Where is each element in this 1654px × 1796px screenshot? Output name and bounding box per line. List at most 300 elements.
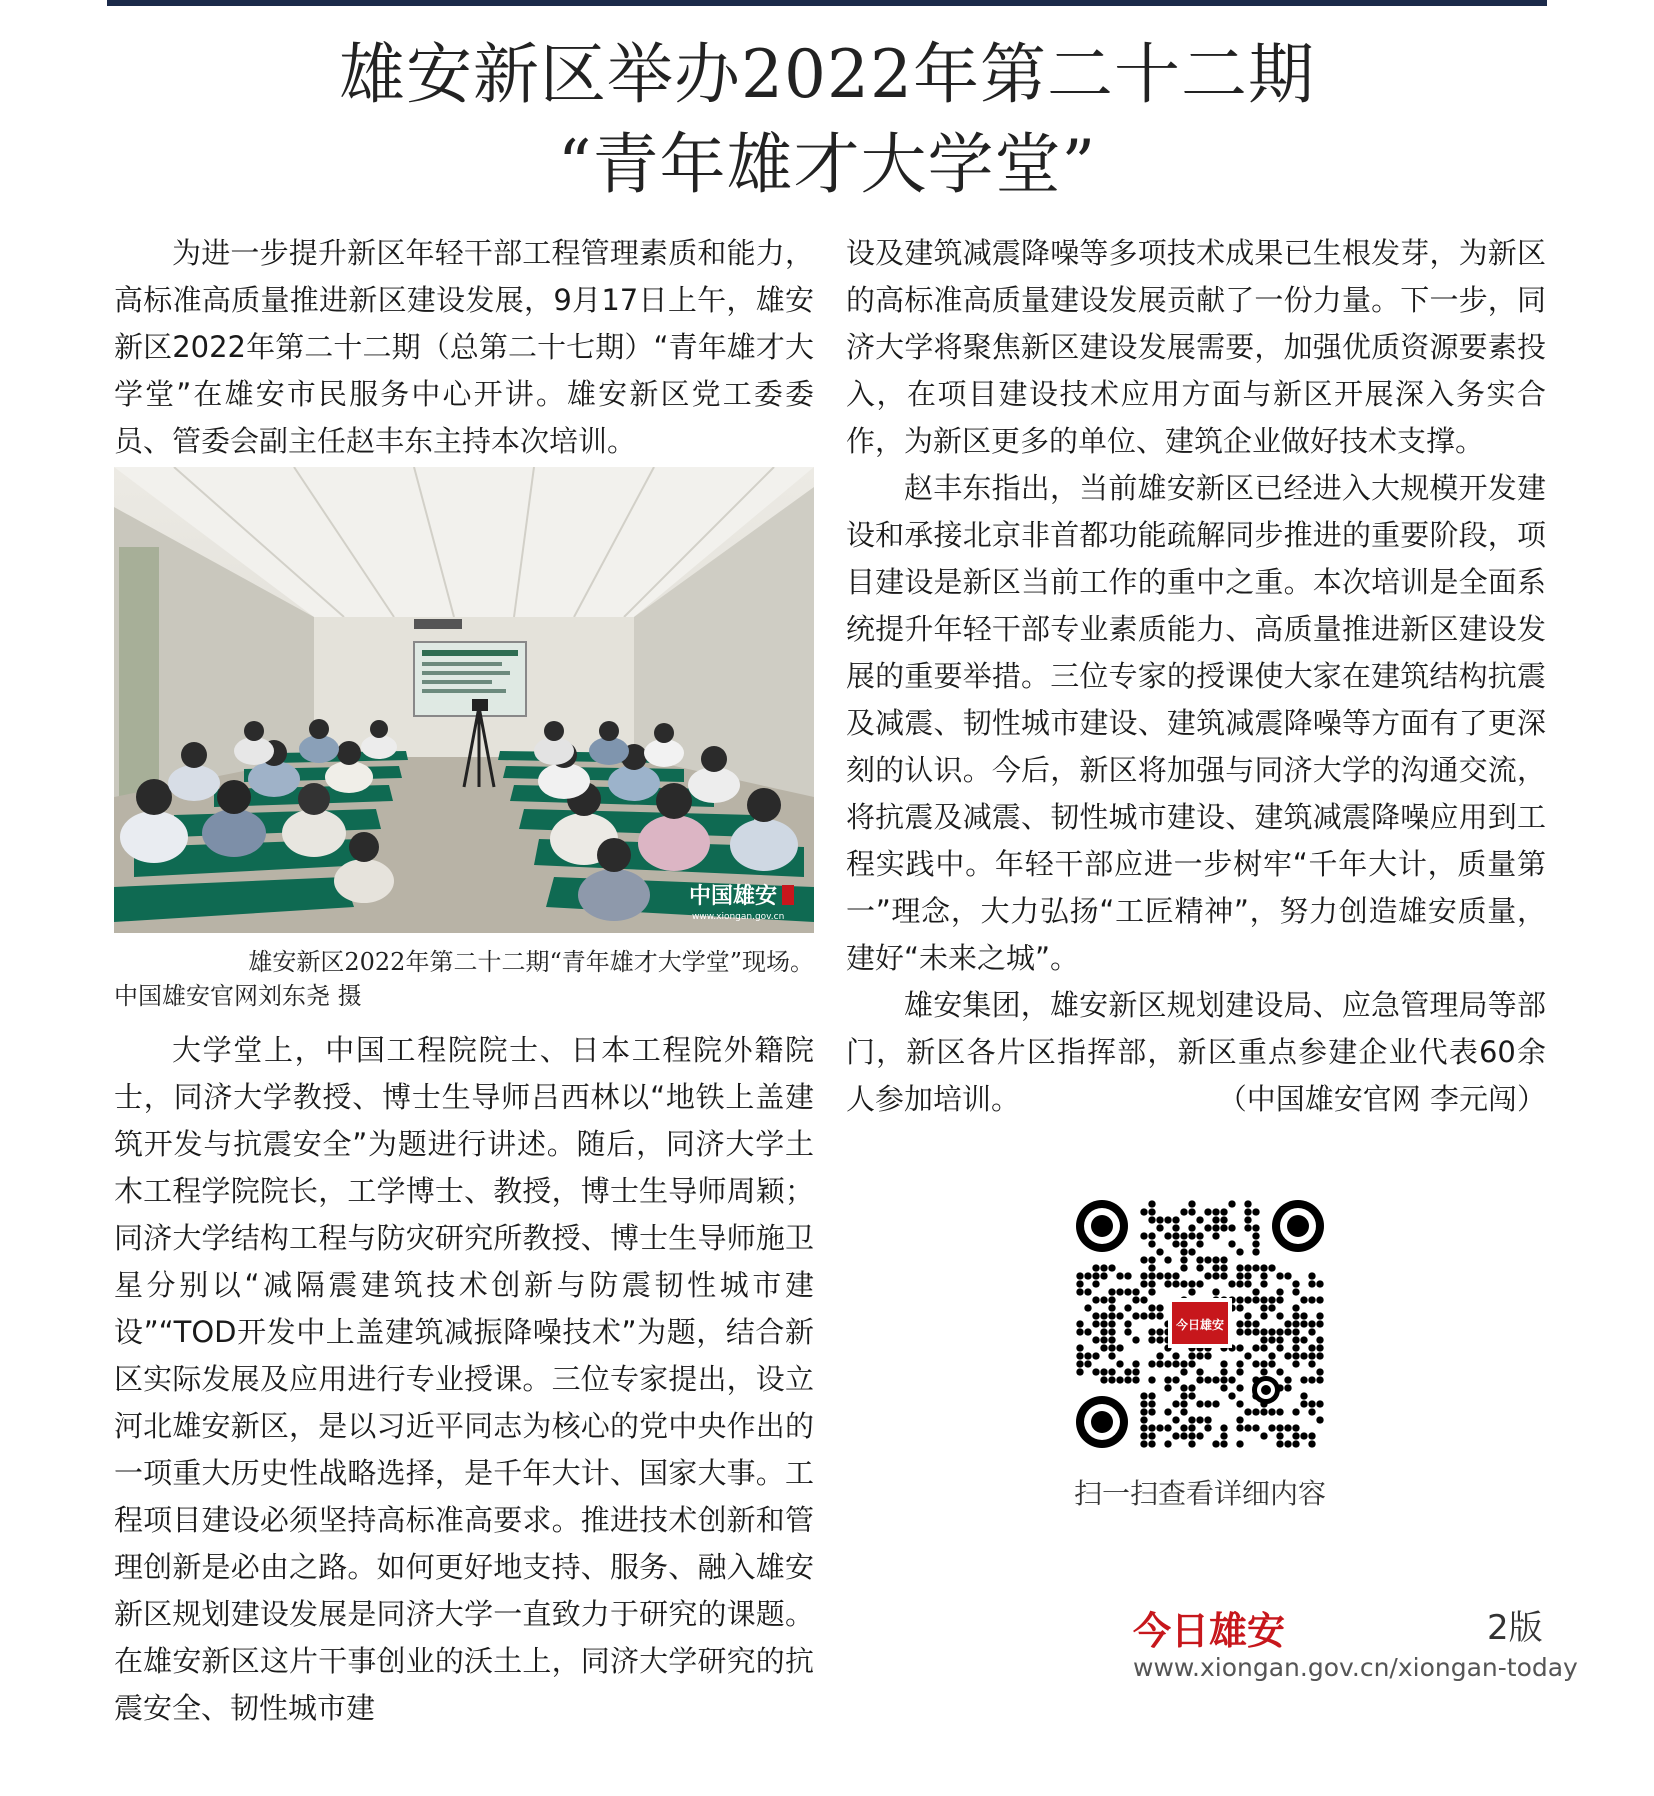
qr-module [1148, 1272, 1155, 1279]
qr-module [1164, 1360, 1171, 1367]
qr-module [1204, 1256, 1211, 1263]
qr-module [1164, 1424, 1171, 1431]
qr-module [1116, 1312, 1123, 1319]
qr-module [1172, 1272, 1179, 1279]
qr-module [1108, 1288, 1115, 1295]
qr-module [1132, 1312, 1139, 1319]
qr-module [1252, 1224, 1259, 1231]
paragraph-lecture: 大学堂上，中国工程院院士、日本工程院外籍院士，同济大学教授、博士生导师吕西林以“地铁上盖建筑开发与抗震安全”为题进行讲述。随后，同济大学土木工程学院院长，工学博士、教授，博士生导师周颖；同济大学结构工程与防灾研究所教授、博士生导师施卫星分别以“减隔震建筑技术创新与防震韧性城市建设”“TOD开发中上盖建筑减振降噪技术”为题，结合新区实际发展及应用进行专业授课。三位专家提出，设立河北雄安新区，是以习近平同志为核心的党中央作出的一项重大历史性战略选择，是千年大计、国家大事。工程项目建设必须坚持高标准高要求。推进技术创新和管理创新是必由之路。如何更好地支持、服务、融入雄安新区规划建设发展是同济大学一直致力于研究的课题。在雄安新区这片干事创业的沃土上，同济大学研究的抗震安全、韧性城市建 [114, 1033, 814, 1725]
qr-module [1100, 1296, 1107, 1303]
qr-module [1188, 1384, 1195, 1391]
qr-module [1284, 1352, 1291, 1359]
qr-module [1076, 1368, 1083, 1375]
qr-module [1180, 1240, 1187, 1247]
qr-module [1092, 1312, 1099, 1319]
qr-module [1204, 1416, 1211, 1423]
qr-module [1196, 1240, 1203, 1247]
qr-module [1236, 1296, 1243, 1303]
qr-module [1196, 1256, 1203, 1263]
qr-module [1252, 1360, 1259, 1367]
qr-module [1164, 1440, 1171, 1447]
qr-module [1212, 1264, 1219, 1271]
qr-module [1172, 1352, 1179, 1359]
qr-module [1148, 1360, 1155, 1367]
qr-finder-top-left [1076, 1200, 1128, 1252]
qr-module [1196, 1264, 1203, 1271]
qr-module [1116, 1288, 1123, 1295]
qr-code[interactable] [1076, 1200, 1324, 1448]
qr-module [1180, 1248, 1187, 1255]
qr-module [1116, 1272, 1123, 1279]
qr-module [1236, 1344, 1243, 1351]
qr-module [1308, 1272, 1315, 1279]
qr-module [1140, 1432, 1147, 1439]
qr-module [1092, 1264, 1099, 1271]
qr-module [1244, 1216, 1251, 1223]
qr-module [1124, 1288, 1131, 1295]
qr-module [1308, 1408, 1315, 1415]
qr-module [1228, 1200, 1235, 1207]
qr-module [1148, 1440, 1155, 1447]
qr-module [1244, 1200, 1251, 1207]
qr-module [1308, 1432, 1315, 1439]
qr-module [1100, 1328, 1107, 1335]
qr-module [1300, 1336, 1307, 1343]
qr-module [1172, 1416, 1179, 1423]
qr-module [1108, 1328, 1115, 1335]
site-url[interactable]: www.xiongan.gov.cn/xiongan-today [1133, 1653, 1578, 1682]
qr-module [1196, 1232, 1203, 1239]
qr-module [1308, 1344, 1315, 1351]
qr-module [1228, 1376, 1235, 1383]
qr-module [1228, 1280, 1235, 1287]
qr-module [1156, 1424, 1163, 1431]
qr-module [1140, 1400, 1147, 1407]
qr-module [1156, 1360, 1163, 1367]
caption-credit: 中国雄安官网刘东尧 摄 [114, 982, 362, 1010]
qr-module [1236, 1360, 1243, 1367]
qr-module [1252, 1240, 1259, 1247]
qr-module [1316, 1312, 1323, 1319]
qr-module [1188, 1416, 1195, 1423]
paragraph-remarks: 赵丰东指出，当前雄安新区已经进入大规模开发建设和承接北京非首都功能疏解同步推进的重要阶段，项目建设是新区当前工作的重中之重。本次培训是全面系统提升年轻干部专业素质能力、高质量推进新区建设发展的重要举措。三位专家的授课使大家在建筑结构抗震及减震、韧性城市建设、建筑减震降噪等方面有了更深刻的认识。今后，新区将加强与同济大学的沟通交流，将抗震及减震、韧性城市建设、建筑减震降噪应用到工程实践中。年轻干部应进一步树牢“千年大计，质量第一”理念，大力弘扬“工匠精神”，努力创造雄安质量，建好“未来之城”。 [846, 471, 1546, 975]
qr-module [1268, 1304, 1275, 1311]
qr-module [1220, 1432, 1227, 1439]
qr-module [1276, 1296, 1283, 1303]
qr-center-text: 今日雄安 [1175, 1318, 1225, 1332]
qr-module [1316, 1296, 1323, 1303]
qr-finder-bottom-left [1076, 1396, 1128, 1448]
qr-module [1204, 1272, 1211, 1279]
qr-module [1268, 1264, 1275, 1271]
qr-module [1148, 1200, 1155, 1207]
qr-module [1196, 1280, 1203, 1287]
qr-module [1292, 1408, 1299, 1415]
qr-module [1260, 1312, 1267, 1319]
event-photo [114, 467, 814, 933]
qr-module [1148, 1376, 1155, 1383]
qr-module [1124, 1376, 1131, 1383]
qr-module [1244, 1312, 1251, 1319]
qr-module [1292, 1320, 1299, 1327]
qr-module [1132, 1376, 1139, 1383]
qr-module [1084, 1304, 1091, 1311]
article-source: （中国雄安官网 李元闯） [1217, 1082, 1546, 1116]
qr-module [1140, 1416, 1147, 1423]
qr-module [1260, 1360, 1267, 1367]
qr-module [1252, 1288, 1259, 1295]
qr-module [1172, 1224, 1179, 1231]
qr-module [1260, 1264, 1267, 1271]
qr-module [1140, 1296, 1147, 1303]
qr-module [1260, 1280, 1267, 1287]
qr-module [1164, 1272, 1171, 1279]
qr-module [1204, 1352, 1211, 1359]
qr-module [1076, 1272, 1083, 1279]
qr-module [1108, 1264, 1115, 1271]
left-column-bottom [114, 1027, 814, 1732]
qr-module [1244, 1272, 1251, 1279]
qr-module [1108, 1352, 1115, 1359]
qr-module [1300, 1392, 1307, 1399]
qr-module [1252, 1248, 1259, 1255]
qr-module [1268, 1336, 1275, 1343]
qr-module [1164, 1280, 1171, 1287]
qr-module [1172, 1280, 1179, 1287]
qr-module [1100, 1376, 1107, 1383]
qr-module [1236, 1304, 1243, 1311]
qr-module [1284, 1376, 1291, 1383]
qr-module [1220, 1424, 1227, 1431]
qr-module [1244, 1320, 1251, 1327]
caption-line-1: 雄安新区2022年第二十二期“青年雄才大学堂”现场。 [248, 948, 814, 976]
qr-module [1156, 1352, 1163, 1359]
qr-module [1316, 1400, 1323, 1407]
qr-module [1100, 1312, 1107, 1319]
qr-module [1180, 1384, 1187, 1391]
qr-module [1308, 1296, 1315, 1303]
qr-module [1220, 1376, 1227, 1383]
qr-module [1236, 1264, 1243, 1271]
qr-module [1292, 1440, 1299, 1447]
qr-module [1180, 1232, 1187, 1239]
brand-logo: 今日雄安 [1133, 1608, 1286, 1653]
qr-module [1084, 1272, 1091, 1279]
qr-module [1148, 1336, 1155, 1343]
qr-module [1180, 1368, 1187, 1375]
qr-module [1188, 1360, 1195, 1367]
qr-module [1140, 1392, 1147, 1399]
qr-module [1180, 1424, 1187, 1431]
qr-module [1180, 1360, 1187, 1367]
qr-module [1164, 1232, 1171, 1239]
qr-module [1156, 1272, 1163, 1279]
qr-module [1092, 1368, 1099, 1375]
qr-module [1276, 1344, 1283, 1351]
qr-module [1164, 1256, 1171, 1263]
qr-module [1244, 1408, 1251, 1415]
qr-module [1276, 1432, 1283, 1439]
qr-module [1172, 1400, 1179, 1407]
qr-module [1180, 1208, 1187, 1215]
qr-module [1116, 1376, 1123, 1383]
qr-module [1148, 1232, 1155, 1239]
qr-module [1148, 1216, 1155, 1223]
qr-module [1084, 1328, 1091, 1335]
qr-module [1212, 1272, 1219, 1279]
qr-module [1276, 1368, 1283, 1375]
qr-module [1100, 1336, 1107, 1343]
qr-module [1180, 1280, 1187, 1287]
qr-module [1156, 1248, 1163, 1255]
qr-module [1228, 1224, 1235, 1231]
qr-module [1148, 1280, 1155, 1287]
qr-module [1196, 1416, 1203, 1423]
qr-module [1316, 1416, 1323, 1423]
qr-module [1140, 1440, 1147, 1447]
qr-module [1188, 1280, 1195, 1287]
qr-module [1276, 1312, 1283, 1319]
qr-module [1212, 1400, 1219, 1407]
qr-module [1172, 1216, 1179, 1223]
qr-module [1316, 1280, 1323, 1287]
qr-module [1244, 1224, 1251, 1231]
qr-module [1284, 1384, 1291, 1391]
paragraph-attendees [846, 982, 1546, 1123]
qr-module [1156, 1336, 1163, 1343]
qr-module [1204, 1376, 1211, 1383]
qr-module [1196, 1432, 1203, 1439]
qr-module [1220, 1264, 1227, 1271]
qr-module [1188, 1352, 1195, 1359]
qr-module [1180, 1264, 1187, 1271]
qr-module [1260, 1408, 1267, 1415]
qr-module [1252, 1232, 1259, 1239]
qr-module [1076, 1360, 1083, 1367]
qr-module [1148, 1288, 1155, 1295]
qr-module [1140, 1312, 1147, 1319]
qr-module [1236, 1280, 1243, 1287]
qr-module [1188, 1200, 1195, 1207]
qr-module [1124, 1272, 1131, 1279]
qr-module [1148, 1408, 1155, 1415]
qr-module [1076, 1320, 1083, 1327]
qr-module [1308, 1376, 1315, 1383]
qr-module [1148, 1208, 1155, 1215]
qr-finder-top-right [1272, 1200, 1324, 1252]
qr-module [1220, 1272, 1227, 1279]
qr-module [1092, 1272, 1099, 1279]
qr-module [1092, 1280, 1099, 1287]
qr-module [1284, 1328, 1291, 1335]
qr-module [1140, 1272, 1147, 1279]
qr-module [1268, 1352, 1275, 1359]
qr-module [1140, 1232, 1147, 1239]
qr-module [1220, 1224, 1227, 1231]
qr-module [1108, 1376, 1115, 1383]
qr-module [1284, 1320, 1291, 1327]
qr-module [1140, 1208, 1147, 1215]
qr-module [1132, 1296, 1139, 1303]
qr-module [1300, 1376, 1307, 1383]
qr-module [1188, 1424, 1195, 1431]
qr-module [1252, 1208, 1259, 1215]
qr-module [1308, 1360, 1315, 1367]
qr-module [1308, 1320, 1315, 1327]
qr-label: 扫一扫查看详细内容 [1073, 1477, 1326, 1510]
qr-module [1300, 1312, 1307, 1319]
qr-module [1252, 1264, 1259, 1271]
qr-module [1204, 1400, 1211, 1407]
qr-module [1308, 1280, 1315, 1287]
top-border-bar [107, 0, 1547, 6]
qr-module [1212, 1376, 1219, 1383]
qr-module [1196, 1376, 1203, 1383]
qr-module [1132, 1360, 1139, 1367]
photo-caption [114, 945, 814, 1013]
qr-module [1260, 1336, 1267, 1343]
qr-module [1292, 1280, 1299, 1287]
qr-module [1108, 1320, 1115, 1327]
paragraph-intro: 为进一步提升新区年轻干部工程管理素质和能力，高标准高质量推进新区建设发展，9月17日上午，雄安新区2022年第二十二期（总第二十七期）“青年雄才大学堂”在雄安市民服务中心开讲。雄安新区党工委委员、管委会副主任赵丰东主持本次培训。 [114, 236, 814, 458]
qr-module [1292, 1432, 1299, 1439]
qr-module [1260, 1304, 1267, 1311]
qr-module [1236, 1424, 1243, 1431]
qr-module [1196, 1368, 1203, 1375]
qr-module [1100, 1264, 1107, 1271]
page-number: 2版 [1487, 1608, 1543, 1648]
qr-module [1228, 1240, 1235, 1247]
qr-module [1260, 1432, 1267, 1439]
qr-module [1236, 1416, 1243, 1423]
qr-module [1260, 1296, 1267, 1303]
qr-module [1220, 1440, 1227, 1447]
qr-module [1268, 1360, 1275, 1367]
qr-module [1132, 1336, 1139, 1343]
qr-module [1116, 1344, 1123, 1351]
qr-module [1188, 1392, 1195, 1399]
qr-module [1180, 1256, 1187, 1263]
qr-module [1268, 1424, 1275, 1431]
qr-module [1260, 1272, 1267, 1279]
qr-module [1212, 1208, 1219, 1215]
qr-module [1236, 1400, 1243, 1407]
qr-module [1092, 1352, 1099, 1359]
qr-module [1300, 1320, 1307, 1327]
qr-module [1108, 1368, 1115, 1375]
qr-module [1236, 1440, 1243, 1447]
qr-module [1148, 1424, 1155, 1431]
qr-module [1204, 1208, 1211, 1215]
qr-module [1148, 1432, 1155, 1439]
qr-module [1156, 1216, 1163, 1223]
qr-module [1164, 1376, 1171, 1383]
qr-module [1268, 1296, 1275, 1303]
qr-module [1188, 1440, 1195, 1447]
qr-module [1300, 1432, 1307, 1439]
qr-module [1076, 1352, 1083, 1359]
qr-module [1164, 1408, 1171, 1415]
qr-module [1220, 1216, 1227, 1223]
qr-module [1156, 1304, 1163, 1311]
qr-module [1212, 1256, 1219, 1263]
qr-module [1100, 1272, 1107, 1279]
qr-module [1236, 1272, 1243, 1279]
qr-module [1076, 1280, 1083, 1287]
qr-module [1276, 1328, 1283, 1335]
qr-module [1140, 1256, 1147, 1263]
qr-module [1108, 1336, 1115, 1343]
qr-module [1156, 1224, 1163, 1231]
qr-module [1188, 1208, 1195, 1215]
attendees-text: 雄安集团，雄安新区规划建设局、应急管理局等部门，新区各片区指挥部，新区重点参建企业代表60余人参加培训。 [846, 988, 1546, 1116]
qr-module [1316, 1376, 1323, 1383]
paragraph-continued: 设及建筑减震降噪等多项技术成果已生根发芽，为新区的高标准高质量建设发展贡献了一份力量。下一步，同济大学将聚焦新区建设发展需要，加强优质资源要素投入，在项目建设技术应用方面与新区开展深入务实合作，为新区更多的单位、建筑企业做好技术支撑。 [846, 236, 1546, 458]
qr-module [1124, 1368, 1131, 1375]
qr-module [1204, 1224, 1211, 1231]
qr-module [1252, 1344, 1259, 1351]
qr-module [1252, 1424, 1259, 1431]
qr-module [1268, 1328, 1275, 1335]
qr-module [1172, 1376, 1179, 1383]
qr-module [1284, 1424, 1291, 1431]
qr-module [1244, 1296, 1251, 1303]
qr-module [1220, 1208, 1227, 1215]
lecture-hall-image [114, 467, 814, 933]
qr-module [1260, 1344, 1267, 1351]
qr-module [1212, 1440, 1219, 1447]
qr-module [1092, 1336, 1099, 1343]
qr-module [1196, 1400, 1203, 1407]
qr-module [1292, 1304, 1299, 1311]
qr-module [1148, 1400, 1155, 1407]
qr-module [1268, 1408, 1275, 1415]
qr-module [1276, 1288, 1283, 1295]
qr-module [1196, 1352, 1203, 1359]
qr-module [1276, 1424, 1283, 1431]
qr-module [1220, 1368, 1227, 1375]
title-line-1: 雄安新区举办2022年第二十二期 [339, 36, 1315, 113]
qr-module [1244, 1264, 1251, 1271]
qr-module [1148, 1304, 1155, 1311]
qr-module [1276, 1440, 1283, 1447]
qr-module [1180, 1392, 1187, 1399]
qr-module [1084, 1352, 1091, 1359]
right-column [846, 230, 1546, 1123]
qr-module [1196, 1216, 1203, 1223]
qr-module [1284, 1272, 1291, 1279]
qr-module [1108, 1344, 1115, 1351]
qr-module [1244, 1280, 1251, 1287]
photo-watermark-url: www.xiongan.gov.cn [692, 912, 785, 922]
qr-module [1100, 1368, 1107, 1375]
qr-module [1284, 1440, 1291, 1447]
qr-module [1244, 1328, 1251, 1335]
qr-module [1180, 1408, 1187, 1415]
left-column-top [114, 230, 814, 465]
qr-module [1124, 1304, 1131, 1311]
qr-module [1292, 1312, 1299, 1319]
qr-module [1236, 1248, 1243, 1255]
qr-module [1172, 1240, 1179, 1247]
qr-module [1100, 1344, 1107, 1351]
qr-module [1140, 1424, 1147, 1431]
qr-module [1076, 1288, 1083, 1295]
qr-module [1236, 1368, 1243, 1375]
qr-module [1124, 1328, 1131, 1335]
qr-module [1140, 1408, 1147, 1415]
qr-module [1236, 1320, 1243, 1327]
